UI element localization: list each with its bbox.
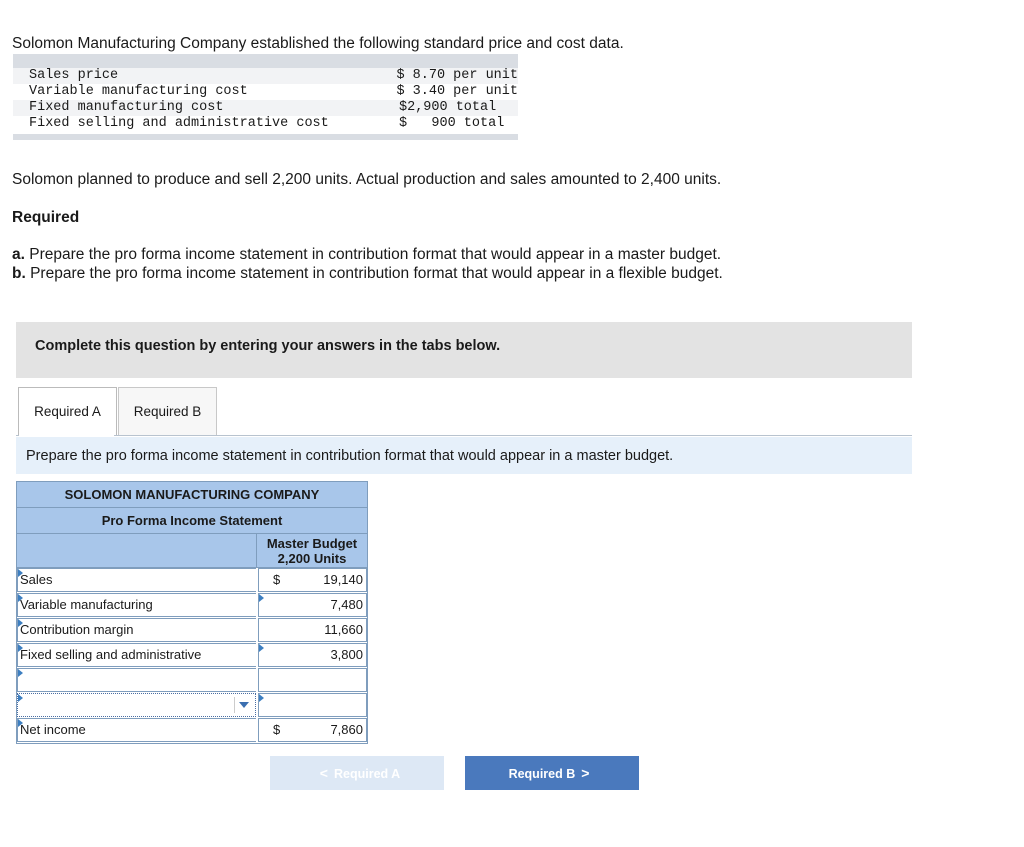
- row-amount-input[interactable]: $ 19,140: [258, 568, 367, 592]
- row-label-input[interactable]: Variable manufacturing: [17, 593, 256, 617]
- row-amount-input[interactable]: 3,800: [258, 643, 367, 667]
- row-label-input[interactable]: [17, 668, 256, 692]
- row-amount-input[interactable]: 7,480: [258, 593, 367, 617]
- question-intro: Solomon Manufacturing Company established the following standard price and cost data.: [12, 35, 624, 52]
- row-label-dropdown[interactable]: [17, 693, 256, 717]
- table-row: [17, 693, 367, 718]
- row-amount-input[interactable]: 11,660: [258, 618, 367, 642]
- label-column-header: [17, 534, 257, 567]
- row-label-input[interactable]: Sales: [17, 568, 256, 592]
- table-row: [17, 668, 367, 693]
- row-amount-input[interactable]: [258, 668, 367, 692]
- column-header-row: [17, 534, 367, 568]
- table-row: [17, 618, 367, 643]
- row-label-input[interactable]: Fixed selling and administrative: [17, 643, 256, 667]
- requirement-a: a. Prepare the pro forma income statement in contribution format that would appear in a master budget.: [12, 246, 722, 263]
- tab-divider: [16, 435, 912, 436]
- tab-required-a[interactable]: Required A: [18, 387, 117, 436]
- chevron-left-icon: <: [319, 765, 328, 781]
- cell-marker-icon: [18, 644, 23, 652]
- row-amount-input[interactable]: $ 7,860: [258, 718, 367, 742]
- cell-marker-icon: [259, 694, 264, 702]
- instructions-banner: Complete this question by entering your answers in the tabs below.: [16, 322, 912, 378]
- cell-marker-icon: [18, 594, 23, 602]
- statement-title: Pro Forma Income Statement: [17, 508, 367, 534]
- chevron-right-icon: >: [581, 765, 590, 781]
- cell-marker-icon: [18, 569, 23, 577]
- master-budget-header: Master Budget 2,200 Units: [266, 536, 358, 566]
- table-row: [17, 643, 367, 668]
- table-row: [17, 593, 367, 618]
- cell-marker-icon: [18, 694, 23, 702]
- chevron-down-icon[interactable]: [234, 697, 253, 713]
- cell-marker-icon: [259, 644, 264, 652]
- table-top-bar: [13, 54, 518, 68]
- row-amount-input[interactable]: [258, 693, 367, 717]
- income-statement: [16, 481, 368, 744]
- cell-marker-icon: [18, 719, 23, 727]
- table-row: [17, 718, 367, 743]
- row-label-input[interactable]: Contribution margin: [17, 618, 256, 642]
- question-paragraph: Solomon planned to produce and sell 2,200 units. Actual production and sales amounted to 2,400 units.: [12, 171, 722, 188]
- tab-instruction: Prepare the pro forma income statement in contribution format that would appear in a master budget.: [16, 437, 912, 474]
- requirements-list: [12, 245, 723, 283]
- requirement-b: b. Prepare the pro forma income statement in contribution format that would appear in a flexible budget.: [12, 265, 723, 282]
- tab-required-b[interactable]: Required B: [118, 387, 217, 436]
- standard-row: Variable manufacturing cost $ 3.40 per unit: [29, 84, 518, 99]
- next-tab-button[interactable]: Required B >: [465, 756, 639, 790]
- standard-rows: [13, 68, 518, 132]
- standard-row: Fixed selling and administrative cost $ 900 total: [29, 116, 505, 131]
- table-bottom-bar: [13, 134, 518, 140]
- previous-tab-button[interactable]: < Required A: [270, 756, 444, 790]
- table-row: [17, 568, 367, 593]
- required-heading: Required: [12, 209, 80, 226]
- standard-row: Fixed manufacturing cost $2,900 total: [13, 100, 518, 116]
- standard-row: Sales price $ 8.70 per unit: [13, 68, 518, 84]
- cell-marker-icon: [18, 619, 23, 627]
- company-name: SOLOMON MANUFACTURING COMPANY: [17, 482, 367, 508]
- cell-marker-icon: [259, 594, 264, 602]
- cell-marker-icon: [18, 669, 23, 677]
- standard-data-table: [13, 54, 518, 140]
- row-label-input[interactable]: Net income: [17, 718, 256, 742]
